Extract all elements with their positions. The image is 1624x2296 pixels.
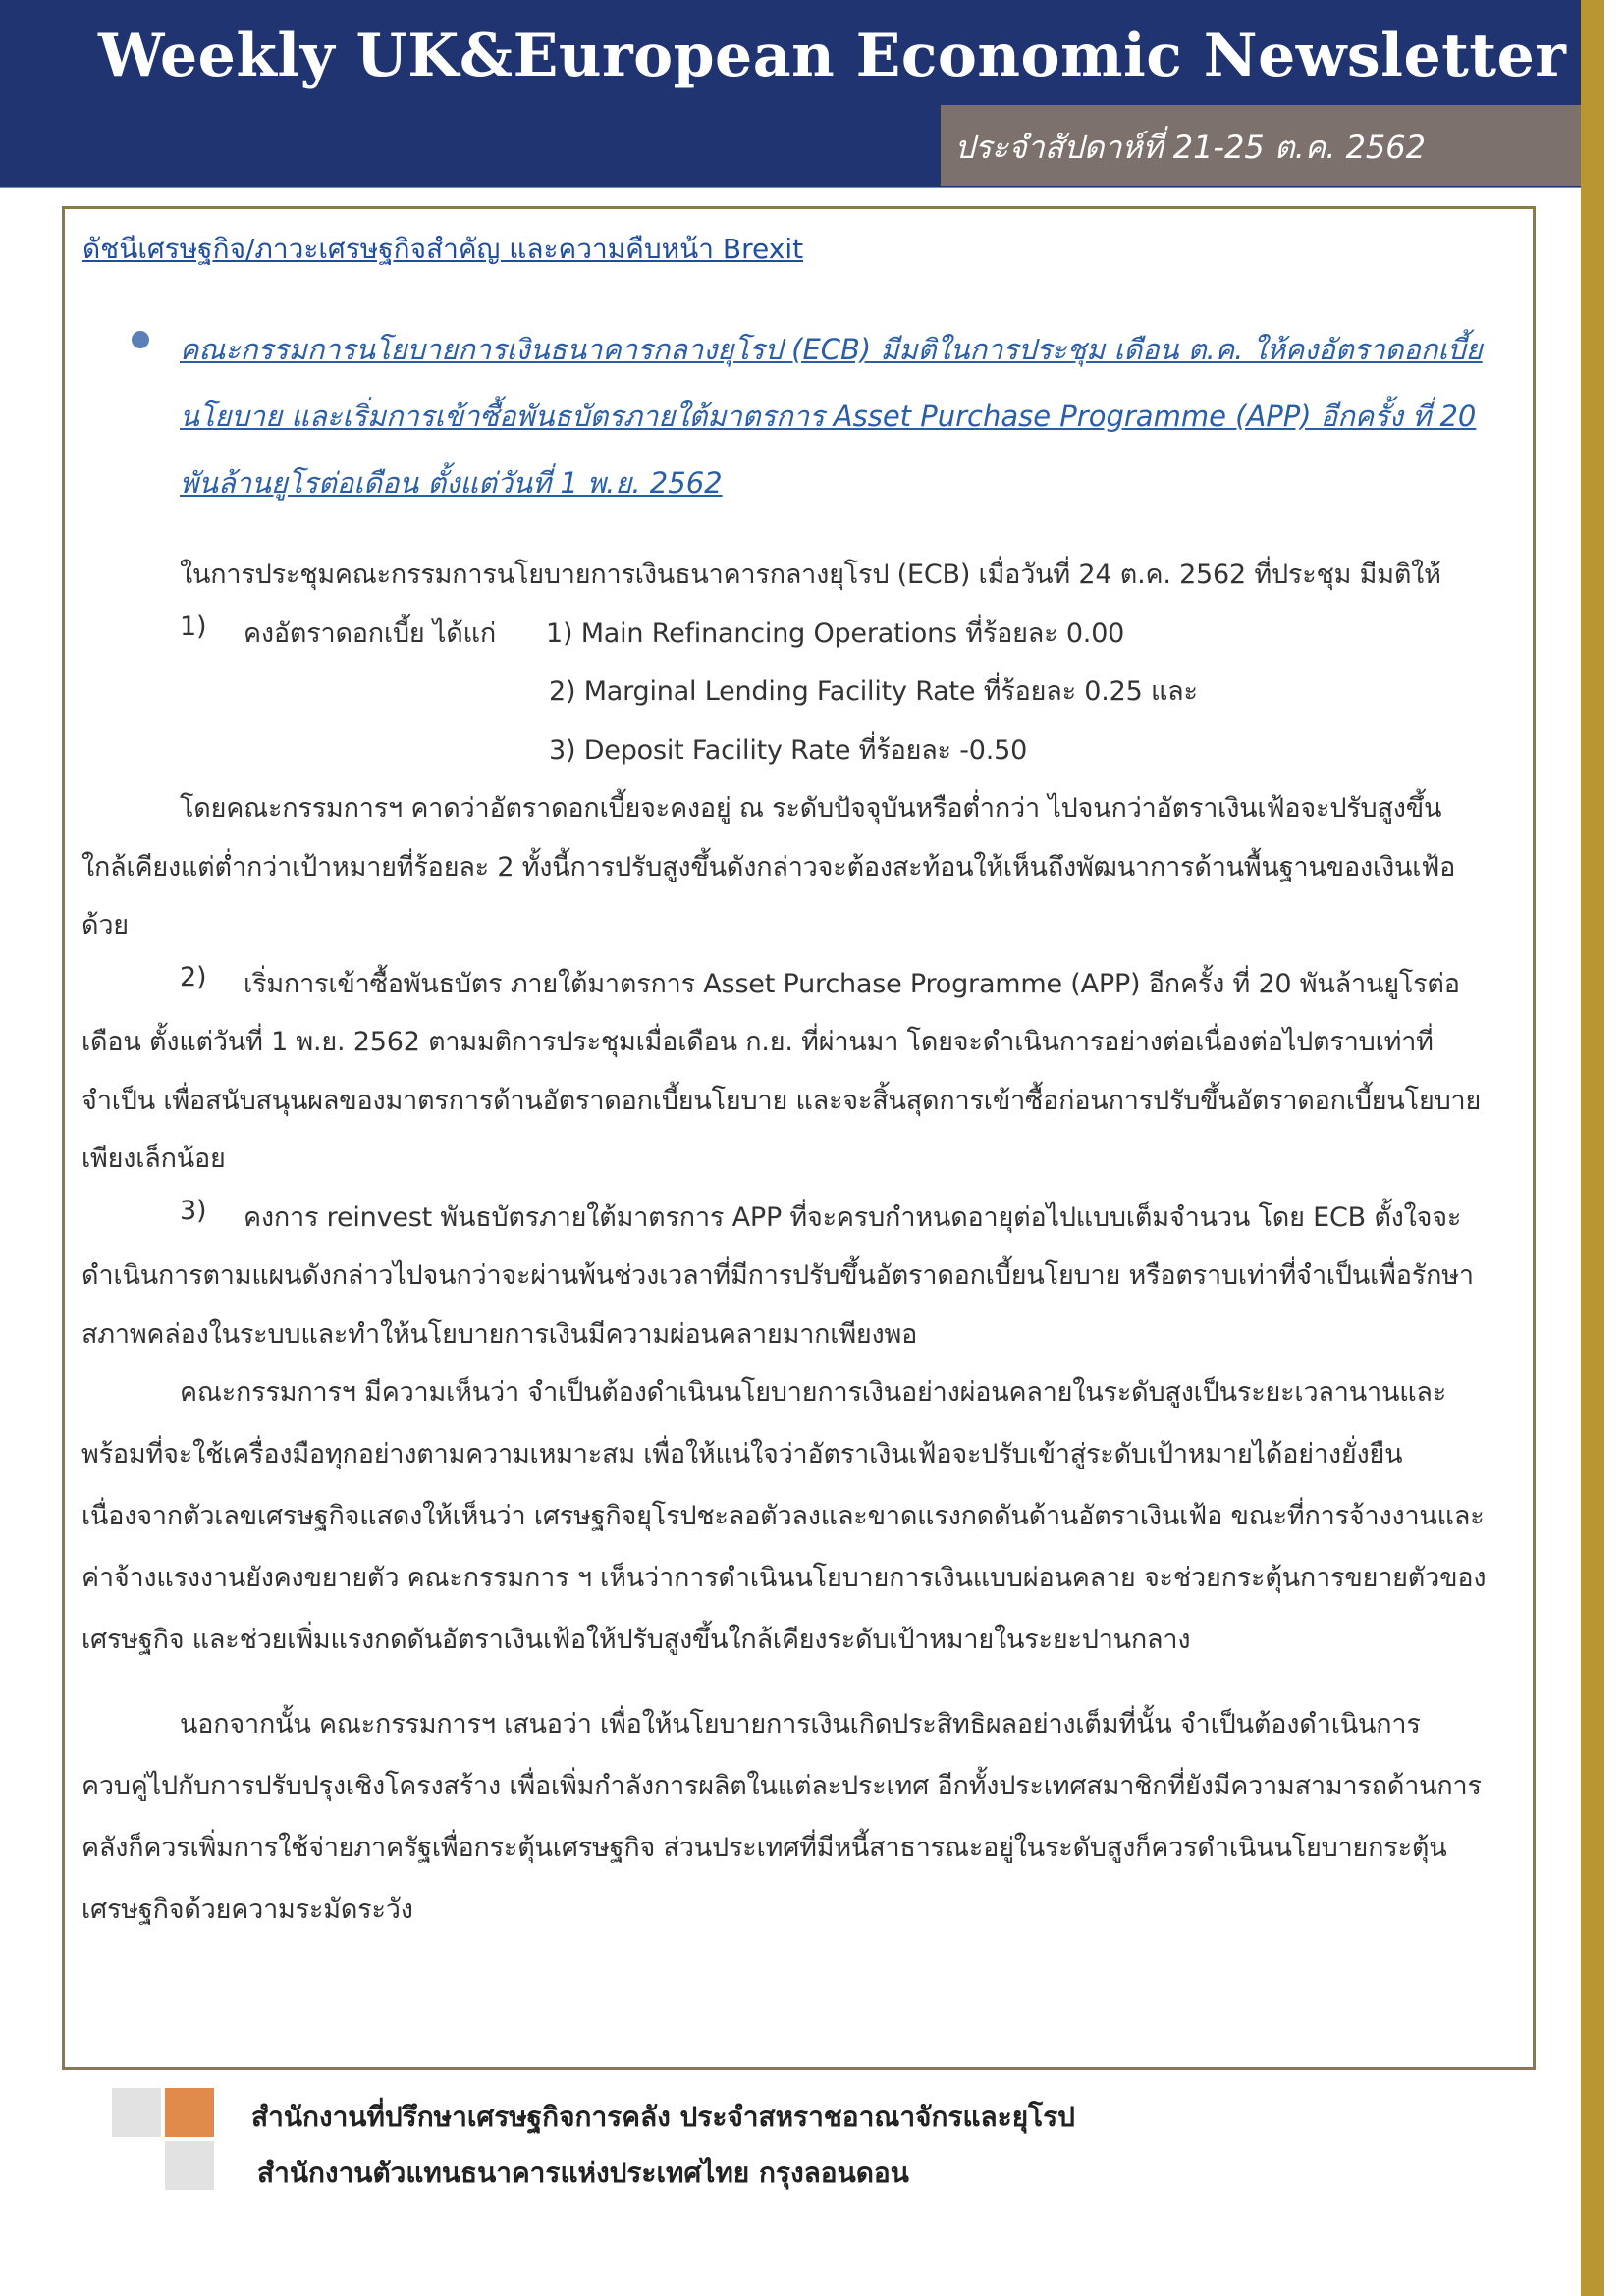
headline-line-2: นโยบาย และเริ่มการเข้าซื้อพันธบัตรภายใต้มาตรการ Asset Purchase Programme (APP) อีกครั้ง ที่ 20 bbox=[180, 400, 1477, 433]
footer-orange-square bbox=[165, 2088, 214, 2137]
para2-line4: เพียงเล็กน้อย bbox=[81, 1144, 226, 1174]
para2-line1: เริ่มการเข้าซื้อพันธบัตร ภายใต้มาตรการ Asset Purchase Programme (APP) อีกครั้ง ที่ 20 พันล้านยูโรต่อ bbox=[244, 969, 1460, 999]
ecb-headline-link[interactable] bbox=[180, 316, 1486, 516]
para3-line1: คงการ reinvest พันธบัตรภายใต้มาตรการ APP ที่จะครบกำหนดอายุต่อไปแบบเต็มจำนวน โดย ECB ตั้งใจจะ bbox=[244, 1202, 1462, 1233]
para5-line2: ควบคู่ไปกับการปรับปรุงเชิงโครงสร้าง เพื่อเพิ่มกำลังการผลิตในแต่ละประเทศ อีกทั้งประเทศสมาชิกที่ยังมีความสามารถด้านการ bbox=[81, 1771, 1482, 1801]
footer-office-line2: สำนักงานตัวแทนธนาคารแห่งประเทศไทย กรุงลอนดอน bbox=[257, 2157, 909, 2189]
para4-line5: เศรษฐกิจ และช่วยเพิ่มแรงกดดันอัตราเงินเฟ้อให้ปรับสูงขึ้นใกล้เคียงระดับเป้าหมายในระยะปานกลาง bbox=[81, 1625, 1191, 1655]
date-box bbox=[941, 105, 1581, 186]
para4-line4: ค่าจ้างแรงงานยังคงขยายตัว คณะกรรมการ ฯ เห็นว่าการดำเนินนโยบายการเงินแบบผ่อนคลาย จะช่วยกระตุ้นการขยายตัวของ bbox=[81, 1563, 1487, 1593]
bullet-icon bbox=[132, 331, 149, 348]
para3-line3: สภาพคล่องในระบบและทำให้นโยบายการเงินมีความผ่อนคลายมากเพียงพอ bbox=[81, 1319, 918, 1350]
headline-line-3: พันล้านยูโรต่อเดือน ตั้งแต่วันที่ 1 พ.ย. 2562 bbox=[180, 466, 723, 500]
footer-gray-square-1 bbox=[112, 2088, 161, 2137]
section-heading-link[interactable]: ดัชนีเศรษฐกิจ/ภาวะเศรษฐกิจสำคัญ และความคืบหน้า Brexit bbox=[82, 233, 804, 265]
para2-line3: จำเป็น เพื่อสนับสนุนผลของมาตรการด้านอัตราดอกเบี้ยนโยบาย และจะสิ้นสุดการเข้าซื้อก่อนการปรับขึ้นอัตราดอกเบี้ยนโยบาย bbox=[81, 1086, 1482, 1116]
para4-line3: เนื่องจากตัวเลขเศรษฐกิจแสดงให้เห็นว่า เศรษฐกิจยุโรปชะลอตัวลงและขาดแรงกดดันด้านอัตราเงินเฟ้อ ขณะที่การจ้างงานและ bbox=[81, 1501, 1485, 1531]
para5-line4: เศรษฐกิจด้วยความระมัดระวัง bbox=[81, 1895, 413, 1925]
headline-line-1: คณะกรรมการนโยบายการเงินธนาคารกลางยุโรป (ECB) มีมติในการประชุม เดือน ต.ค. ให้คงอัตราดอกเบี้ย bbox=[180, 333, 1483, 366]
para4-line2: พร้อมที่จะใช้เครื่องมือทุกอย่างตามความเหมาะสม เพื่อให้แน่ใจว่าอัตราเงินเฟ้อจะปรับเข้าสู่ระดับเป้าหมายได้อย่างยั่งยืน bbox=[81, 1439, 1403, 1469]
footer-office-line1: สำนักงานที่ปรึกษาเศรษฐกิจการคลัง ประจำสหราชอาณาจักรและยุโรป bbox=[251, 2101, 1075, 2133]
para1-line3: ด้วย bbox=[81, 910, 129, 940]
newsletter-title: Weekly UK&European Economic Newsletter bbox=[98, 22, 1567, 90]
item-1-number: 1) bbox=[180, 612, 207, 642]
para1-line2: ใกล้เคียงแต่ต่ำกว่าเป้าหมายที่ร้อยละ 2 ทั้งนี้การปรับสูงขึ้นดังกล่าวจะต้องสะท้อนให้เห็นถึงพัฒนาการด้านพื้นฐานของเงินเฟ้อ bbox=[81, 852, 1456, 882]
intro-text: ในการประชุมคณะกรรมการนโยบายการเงินธนาคารกลางยุโรป (ECB) เมื่อวันที่ 24 ต.ค. 2562 ที่ประชุม มีมติให้ bbox=[180, 560, 1441, 590]
para4-line1: คณะกรรมการฯ มีความเห็นว่า จำเป็นต้องดำเนินนโยบายการเงินอย่างผ่อนคลายในระดับสูงเป็นระยะเวลานานและ bbox=[180, 1377, 1447, 1408]
rate-marginal-lending: 2) Marginal Lending Facility Rate ที่ร้อยละ 0.25 และ bbox=[549, 676, 1198, 707]
rate-deposit-facility: 3) Deposit Facility Rate ที่ร้อยละ -0.50 bbox=[549, 735, 1028, 766]
item-3-number: 3) bbox=[180, 1196, 207, 1226]
item-2-number: 2) bbox=[180, 962, 207, 992]
rate-main-refinancing: 1) Main Refinancing Operations ที่ร้อยละ 0.00 bbox=[546, 618, 1125, 649]
para5-line1: นอกจากนั้น คณะกรรมการฯ เสนอว่า เพื่อให้นโยบายการเงินเกิดประสิทธิผลอย่างเต็มที่นั้น จำเป็นต้องดำเนินการ bbox=[180, 1709, 1421, 1739]
para2-line2: เดือน ตั้งแต่วันที่ 1 พ.ย. 2562 ตามมติการประชุมเมื่อเดือน ก.ย. ที่ผ่านมา โดยจะดำเนินการอย่างต่อเนื่องต่อไปตราบเท่าที่ bbox=[81, 1027, 1434, 1057]
issue-date: ประจำสัปดาห์ที่ 21-25 ต.ค. 2562 bbox=[954, 129, 1426, 166]
para3-line2: ดำเนินการตามแผนดังกล่าวไปจนกว่าจะผ่านพ้นช่วงเวลาที่มีการปรับขึ้นอัตราดอกเบี้ยนโยบาย หรือตราบเท่าที่จำเป็นเพื่อรักษา bbox=[81, 1260, 1474, 1291]
gold-side-bar bbox=[1581, 0, 1604, 2296]
para1-line1: โดยคณะกรรมการฯ คาดว่าอัตราดอกเบี้ยจะคงอยู่ ณ ระดับปัจจุบันหรือต่ำกว่า ไปจนกว่าอัตราเงินเฟ้อจะปรับสูงขึ้น bbox=[180, 793, 1442, 824]
footer-gray-square-2 bbox=[165, 2141, 214, 2190]
para5-line3: คลังก็ควรเพิ่มการใช้จ่ายภาครัฐเพื่อกระตุ้นเศรษฐกิจ ส่วนประเทศที่มีหนี้สาธารณะอยู่ในระดับสูงก็ควรดำเนินนโยบายกระตุ้น bbox=[81, 1833, 1447, 1863]
item-1-label: คงอัตราดอกเบี้ย ได้แก่ bbox=[244, 618, 496, 649]
